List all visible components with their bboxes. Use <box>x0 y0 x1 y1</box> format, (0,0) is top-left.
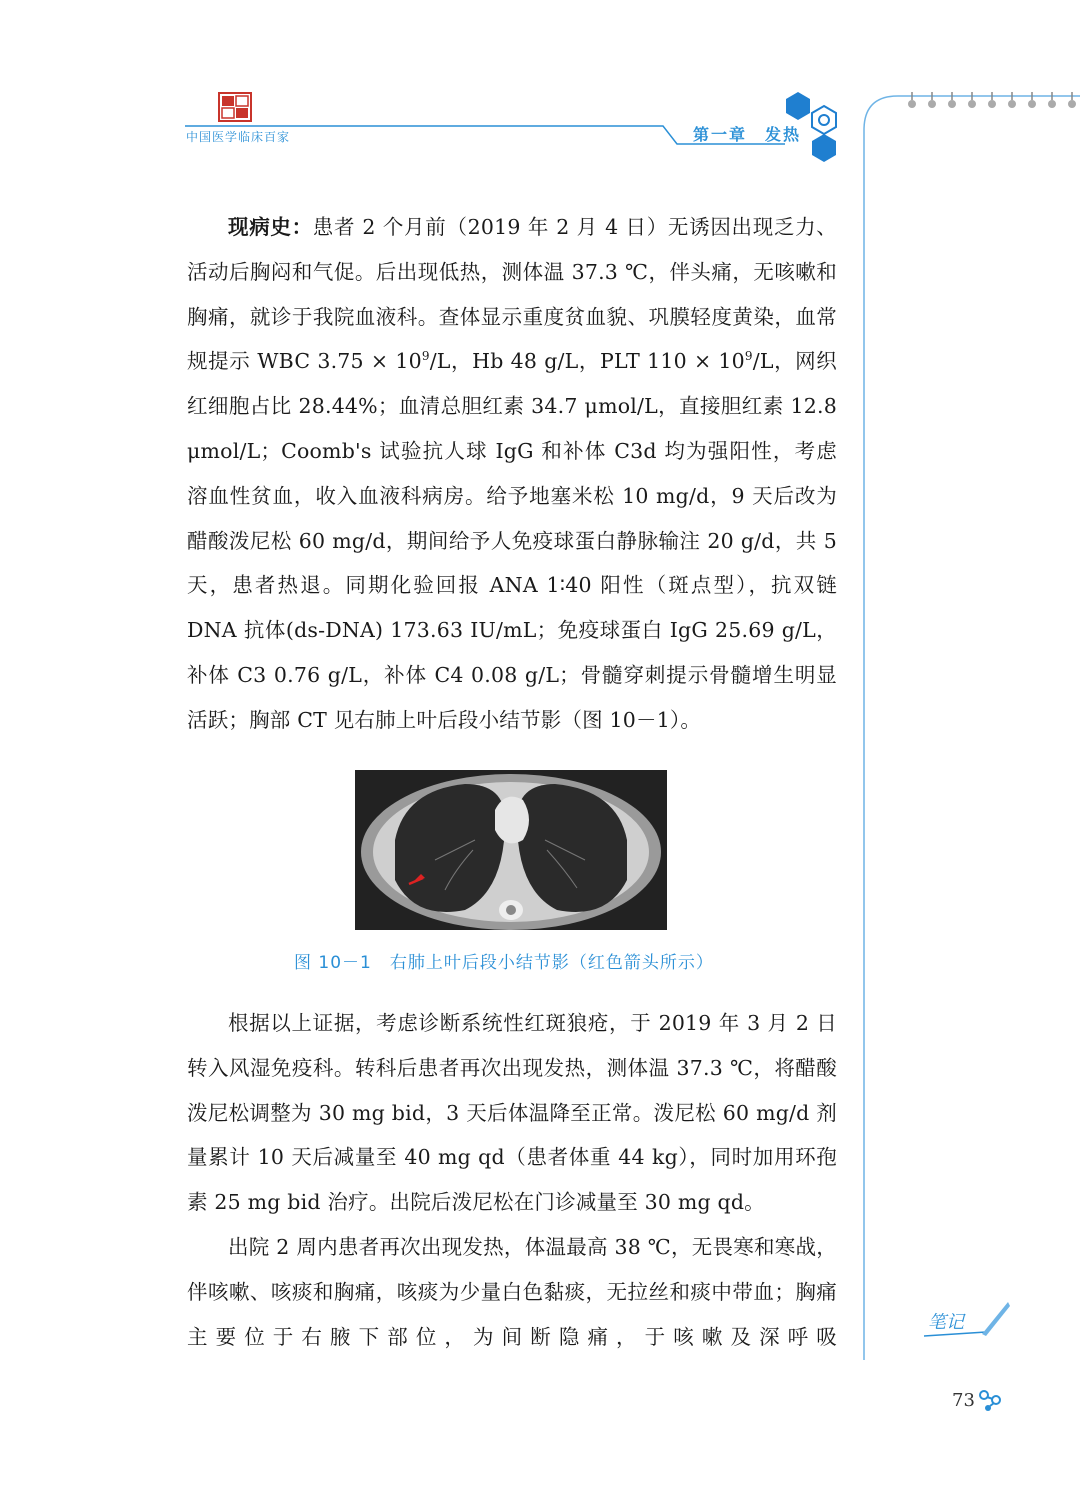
lead-label: 现病史： <box>228 215 313 239</box>
hexagon-decoration-icon <box>780 90 844 162</box>
paragraph-followup <box>187 1225 837 1359</box>
notes-badge-icon <box>916 1296 1012 1344</box>
publisher-logo <box>218 92 252 122</box>
superscript: 9 <box>421 349 430 364</box>
molecule-icon <box>978 1388 1004 1414</box>
paragraph-diagnosis <box>187 1001 837 1225</box>
paragraph-text: 出院 2 周内患者再次出现发热，体温最高 38 ℃，无畏寒和寒战，伴咳嗽、咳痰和胸痛，咳痰为少量白色黏痰，无拉丝和痰中带血；胸痛主要位于右腋下部位，为间断隐痛，于咳嗽及深呼吸 <box>187 1235 837 1349</box>
page-number: 73 <box>952 1390 975 1411</box>
paragraph-text: 根据以上证据，考虑诊断系统性红斑狼疮，于 2019 年 3 月 2 日转入风湿免疫科。转科后患者再次出现发热，测体温 37.3 ℃，将醋酸泼尼松调整为 30 mg bid，3 天后体温降至正常。泼尼松 60 mg/d 剂量累计 10 天后减量至 40 mg qd（患者体重 44 kg），同时加用环孢素 25 mg bid 治疗。出院后泼尼松在门诊减量至 30 mg qd。 <box>187 1011 837 1215</box>
paragraph-text: 患者 2 个月前（2019 年 2 月 4 日）无诱因出现乏力、活动后胸闷和气促。后出现低热，测体温 37.3 ℃，伴头痛，无咳嗽和胸痛，就诊于我院血液科。查体显示重度贫血貌、巩膜轻度黄染，血常规提示 WBC 3.75 × 10 <box>187 215 838 374</box>
paragraph-text: /L，Hb 48 g/L，PLT 110 × 10 <box>429 349 745 374</box>
superscript: 9 <box>744 349 753 364</box>
notes-margin-rail <box>862 90 1080 1360</box>
chapter-label: 第一章 发热 <box>693 125 802 144</box>
header-brand: 中国医学临床百家 <box>186 130 291 144</box>
notes-label: 笔记 <box>928 1312 964 1333</box>
paragraph-history <box>187 205 837 743</box>
ct-scan-figure <box>355 770 667 930</box>
paragraph-text: /L，网织红细胞占比 28.44%；血清总胆红素 34.7 μmol/L，直接胆红素 12.8 μmol/L；Coomb's 试验抗人球 IgG 和补体 C3d 均为强阳性，考虑溶血性贫血，收入血液科病房。给予地塞米松 10 mg/d，9 天后改为醋酸泼尼松 60 mg/d，期间给予人免疫球蛋白静脉输注 20 g/d，共 5 天，患者热退。同期化验回报 ANA 1∶40 阳性（斑点型），抗双链 DNA 抗体(ds-DNA) 173.63 IU/mL；免疫球蛋白 IgG 25.69 g/L，补体 C3 0.76 g/L，补体 C4 0.08 g/L；骨髓穿刺提示骨髓增生明显活跃；胸部 CT 见右肺上叶后段小结节影（图 10－1）。 <box>187 349 837 732</box>
figure-caption: 图 10－1 右肺上叶后段小结节影（红色箭头所示） <box>294 953 714 973</box>
